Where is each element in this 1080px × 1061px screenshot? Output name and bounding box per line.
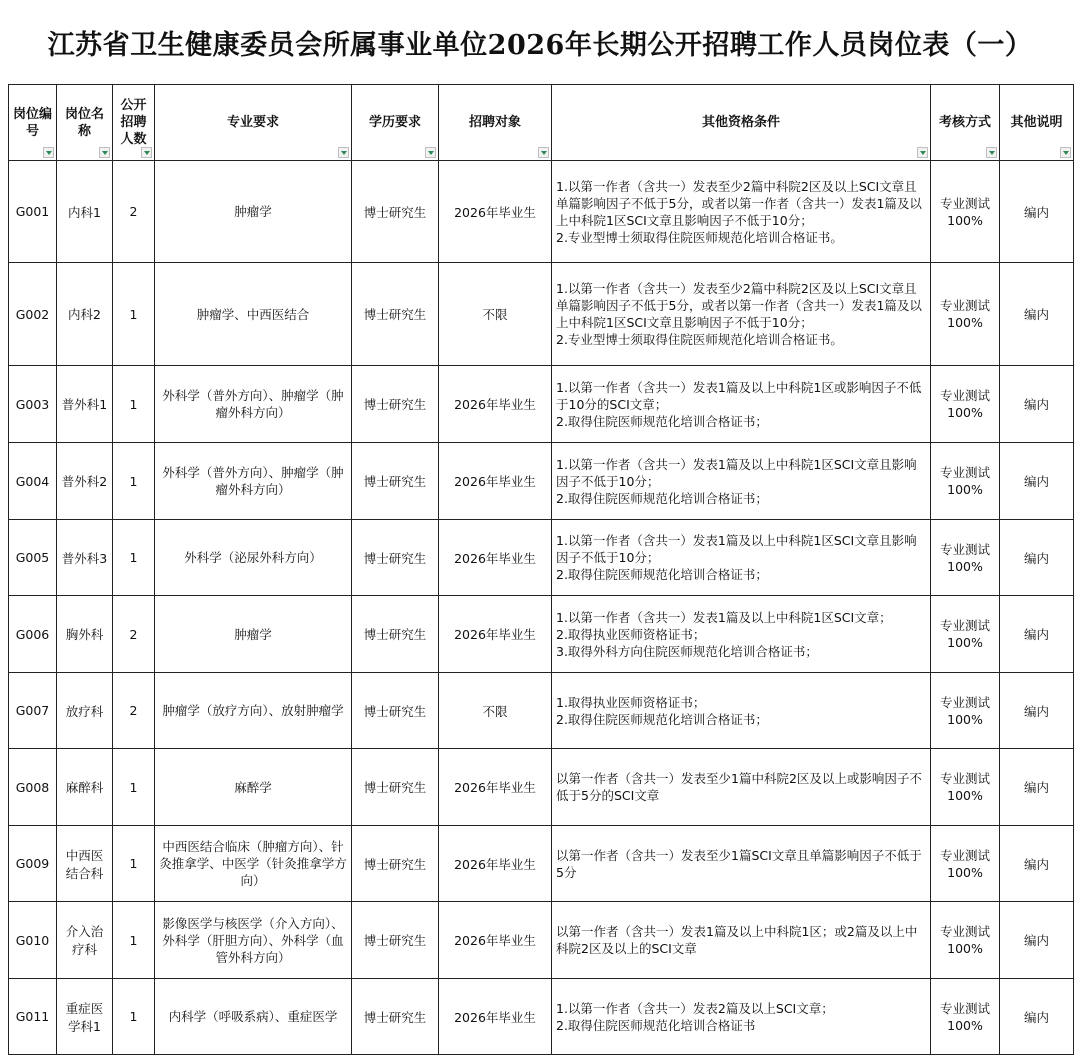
cell-major: 外科学（泌尿外科方向） <box>155 520 352 596</box>
cell-name: 普外科3 <box>57 520 113 596</box>
header-education-label: 学历要求 <box>368 115 421 130</box>
cell-name: 介入治疗科 <box>57 902 113 979</box>
exam-weight: 100% <box>947 482 983 497</box>
filter-dropdown-icon[interactable] <box>538 147 549 158</box>
header-row <box>9 85 1074 161</box>
cell-code: G004 <box>9 443 57 520</box>
header-target[interactable] <box>439 85 552 161</box>
cell-other-conditions <box>552 826 931 902</box>
cell-education: 博士研究生 <box>352 596 439 673</box>
cell-target: 2026年毕业生 <box>439 520 552 596</box>
condition-line: 2.专业型博士须取得住院医师规范化培训合格证书。 <box>556 332 843 347</box>
cell-education: 博士研究生 <box>352 902 439 979</box>
cell-major: 外科学（普外方向）、肿瘤学（肿瘤外科方向） <box>155 366 352 443</box>
cell-code: G001 <box>9 161 57 263</box>
header-count[interactable] <box>113 85 155 161</box>
cell-exam <box>931 749 1000 826</box>
condition-line: 1.以第一作者（含共一）发表1篇及以上中科院1区SCI文章且影响因子不低于10分； <box>556 533 917 565</box>
cell-count: 1 <box>113 443 155 520</box>
cell-note: 编内 <box>1000 673 1074 749</box>
cell-code: G006 <box>9 596 57 673</box>
table-row <box>9 443 1074 520</box>
exam-weight: 100% <box>947 1017 983 1033</box>
cell-education: 博士研究生 <box>352 826 439 902</box>
table-row <box>9 263 1074 366</box>
header-exam-label: 考核方式 <box>938 115 991 130</box>
filter-dropdown-icon[interactable] <box>1060 147 1071 158</box>
cell-note: 编内 <box>1000 749 1074 826</box>
cell-name: 放疗科 <box>57 673 113 749</box>
cell-count: 2 <box>113 596 155 673</box>
cell-other-conditions <box>552 520 931 596</box>
condition-line: 2.取得住院医师规范化培训合格证书 <box>556 1017 756 1033</box>
cell-note: 编内 <box>1000 902 1074 979</box>
cell-count: 1 <box>113 979 155 1055</box>
header-major[interactable] <box>155 85 352 161</box>
condition-line: 以第一作者（含共一）发表1篇及以上中科院1区；或2篇及以上中科院2区及以上的SCI文章 <box>556 924 918 956</box>
document-title: 江苏省卫生健康委员会所属事业单位2026年长期公开招聘工作人员岗位表（一） <box>47 29 1033 61</box>
header-code[interactable] <box>9 85 57 161</box>
exam-method: 专业测试 <box>939 1000 990 1016</box>
cell-major: 肿瘤学 <box>155 596 352 673</box>
cell-other-conditions <box>552 366 931 443</box>
cell-note: 编内 <box>1000 161 1074 263</box>
cell-name: 重症医学科1 <box>57 979 113 1055</box>
condition-line: 以第一作者（含共一）发表至少1篇SCI文章且单篇影响因子不低于5分 <box>556 847 922 880</box>
exam-weight: 100% <box>947 405 983 420</box>
table-row <box>9 596 1074 673</box>
header-target-label: 招聘对象 <box>468 115 521 130</box>
cell-count: 1 <box>113 366 155 443</box>
cell-education: 博士研究生 <box>352 979 439 1055</box>
exam-weight: 100% <box>947 788 983 803</box>
filter-dropdown-icon[interactable] <box>917 147 928 158</box>
cell-target: 2026年毕业生 <box>439 979 552 1055</box>
cell-exam <box>931 443 1000 520</box>
cell-code: G011 <box>9 979 57 1055</box>
exam-method: 专业测试 <box>939 465 990 480</box>
cell-code: G002 <box>9 263 57 366</box>
cell-name: 中西医结合科 <box>57 826 113 902</box>
table-row <box>9 673 1074 749</box>
header-note-label: 其他说明 <box>1010 115 1063 130</box>
cell-code: G009 <box>9 826 57 902</box>
exam-weight: 100% <box>947 941 983 956</box>
cell-other-conditions <box>552 902 931 979</box>
filter-dropdown-icon[interactable] <box>141 147 152 158</box>
cell-exam <box>931 520 1000 596</box>
cell-major: 肿瘤学、中西医结合 <box>155 263 352 366</box>
filter-dropdown-icon[interactable] <box>99 147 110 158</box>
table-row <box>9 520 1074 596</box>
cell-target: 2026年毕业生 <box>439 161 552 263</box>
cell-exam <box>931 161 1000 263</box>
cell-major: 内科学（呼吸系病）、重症医学 <box>155 979 352 1055</box>
cell-major: 肿瘤学 <box>155 161 352 263</box>
condition-line: 以第一作者（含共一）发表至少1篇中科院2区及以上或影响因子不低于5分的SCI文章 <box>556 771 922 803</box>
cell-exam <box>931 673 1000 749</box>
cell-education: 博士研究生 <box>352 673 439 749</box>
condition-line: 1.以第一作者（含共一）发表至少2篇中科院2区及以上SCI文章且单篇影响因子不低于5分，或者以第一作者（含共一）发表1篇及以上中科院1区SCI文章且影响因子不低于10分； <box>556 281 922 330</box>
exam-method: 专业测试 <box>939 541 990 557</box>
table-row <box>9 161 1074 263</box>
cell-education: 博士研究生 <box>352 443 439 520</box>
cell-target: 2026年毕业生 <box>439 749 552 826</box>
cell-count: 1 <box>113 520 155 596</box>
condition-line: 3.取得外科方向住院医师规范化培训合格证书； <box>556 643 818 659</box>
cell-other-conditions <box>552 749 931 826</box>
header-other-label: 其他资格条件 <box>701 115 780 130</box>
header-education[interactable] <box>352 85 439 161</box>
cell-code: G005 <box>9 520 57 596</box>
cell-target: 2026年毕业生 <box>439 366 552 443</box>
exam-method: 专业测试 <box>939 694 990 710</box>
cell-major: 中西医结合临床（肿瘤方向）、针灸推拿学、中医学（针灸推拿学方向） <box>155 826 352 902</box>
cell-note: 编内 <box>1000 443 1074 520</box>
cell-education: 博士研究生 <box>352 749 439 826</box>
cell-note: 编内 <box>1000 826 1074 902</box>
condition-line: 2.专业型博士须取得住院医师规范化培训合格证书。 <box>556 229 843 245</box>
exam-weight: 100% <box>947 864 983 880</box>
header-exam[interactable] <box>931 85 1000 161</box>
cell-code: G007 <box>9 673 57 749</box>
cell-exam <box>931 979 1000 1055</box>
exam-weight: 100% <box>947 315 983 330</box>
condition-line: 1.以第一作者（含共一）发表1篇及以上中科院1区SCI文章且影响因子不低于10分； <box>556 456 917 489</box>
cell-target: 不限 <box>439 673 552 749</box>
cell-major: 麻醉学 <box>155 749 352 826</box>
position-table <box>8 84 1074 1055</box>
cell-code: G003 <box>9 366 57 443</box>
cell-target: 不限 <box>439 263 552 366</box>
cell-note: 编内 <box>1000 263 1074 366</box>
filter-dropdown-icon[interactable] <box>43 147 54 158</box>
cell-target: 2026年毕业生 <box>439 443 552 520</box>
exam-method: 专业测试 <box>939 298 990 313</box>
cell-count: 2 <box>113 161 155 263</box>
table-row <box>9 902 1074 979</box>
exam-method: 专业测试 <box>939 847 990 863</box>
cell-target: 2026年毕业生 <box>439 826 552 902</box>
exam-weight: 100% <box>947 212 983 228</box>
cell-education: 博士研究生 <box>352 366 439 443</box>
cell-name: 胸外科 <box>57 596 113 673</box>
cell-exam <box>931 826 1000 902</box>
filter-dropdown-icon[interactable] <box>986 147 997 158</box>
condition-line: 2.取得住院医师规范化培训合格证书； <box>556 711 768 727</box>
cell-exam <box>931 263 1000 366</box>
header-name[interactable] <box>57 85 113 161</box>
exam-method: 专业测试 <box>939 618 990 633</box>
cell-name: 普外科1 <box>57 366 113 443</box>
exam-method: 专业测试 <box>939 388 990 403</box>
cell-note: 编内 <box>1000 520 1074 596</box>
cell-exam <box>931 902 1000 979</box>
condition-line: 2.取得住院医师规范化培训合格证书； <box>556 490 768 506</box>
cell-count: 1 <box>113 902 155 979</box>
exam-method: 专业测试 <box>939 195 990 211</box>
condition-line: 1.取得执业医师资格证书； <box>556 694 706 710</box>
cell-major: 影像医学与核医学（介入方向）、外科学（肝胆方向）、外科学（血管外科方向） <box>155 902 352 979</box>
cell-other-conditions <box>552 443 931 520</box>
header-count-label: 公开招聘人数 <box>120 98 147 147</box>
cell-education: 博士研究生 <box>352 263 439 366</box>
header-other[interactable] <box>552 85 931 161</box>
condition-line: 2.取得执业医师资格证书； <box>556 626 706 642</box>
condition-line: 2.取得住院医师规范化培训合格证书； <box>556 413 768 429</box>
cell-note: 编内 <box>1000 596 1074 673</box>
condition-line: 1.以第一作者（含共一）发表2篇及以上SCI文章； <box>556 1000 834 1016</box>
exam-weight: 100% <box>947 635 983 650</box>
cell-note: 编内 <box>1000 979 1074 1055</box>
cell-other-conditions <box>552 979 931 1055</box>
condition-line: 1.以第一作者（含共一）发表1篇及以上中科院1区或影响因子不低于10分的SCI文章； <box>556 379 922 412</box>
cell-education: 博士研究生 <box>352 520 439 596</box>
cell-education: 博士研究生 <box>352 161 439 263</box>
cell-target: 2026年毕业生 <box>439 596 552 673</box>
cell-note: 编内 <box>1000 366 1074 443</box>
condition-line: 1.以第一作者（含共一）发表1篇及以上中科院1区SCI文章； <box>556 609 892 625</box>
cell-name: 麻醉科 <box>57 749 113 826</box>
cell-name: 内科1 <box>57 161 113 263</box>
header-major-label: 专业要求 <box>226 115 279 130</box>
exam-weight: 100% <box>947 558 983 574</box>
cell-count: 1 <box>113 263 155 366</box>
table-row <box>9 366 1074 443</box>
cell-other-conditions <box>552 263 931 366</box>
condition-line: 1.以第一作者（含共一）发表至少2篇中科院2区及以上SCI文章且单篇影响因子不低于5分，或者以第一作者（含共一）发表1篇及以上中科院1区SCI文章且影响因子不低于10分； <box>556 178 922 228</box>
exam-method: 专业测试 <box>939 771 990 786</box>
cell-name: 内科2 <box>57 263 113 366</box>
cell-code: G010 <box>9 902 57 979</box>
table-row <box>9 826 1074 902</box>
exam-method: 专业测试 <box>939 924 990 939</box>
condition-line: 2.取得住院医师规范化培训合格证书； <box>556 567 768 582</box>
header-note[interactable] <box>1000 85 1074 161</box>
cell-exam <box>931 596 1000 673</box>
cell-count: 1 <box>113 749 155 826</box>
cell-major: 外科学（普外方向）、肿瘤学（肿瘤外科方向） <box>155 443 352 520</box>
table-row <box>9 979 1074 1055</box>
cell-major: 肿瘤学（放疗方向）、放射肿瘤学 <box>155 673 352 749</box>
cell-exam <box>931 366 1000 443</box>
cell-target: 2026年毕业生 <box>439 902 552 979</box>
exam-weight: 100% <box>947 711 983 727</box>
cell-name: 普外科2 <box>57 443 113 520</box>
header-code-label: 岗位编号 <box>13 106 53 139</box>
cell-other-conditions <box>552 596 931 673</box>
cell-count: 2 <box>113 673 155 749</box>
filter-dropdown-icon[interactable] <box>425 147 436 158</box>
table-row <box>9 749 1074 826</box>
cell-count: 1 <box>113 826 155 902</box>
cell-other-conditions <box>552 673 931 749</box>
cell-code: G008 <box>9 749 57 826</box>
header-name-label: 岗位名称 <box>64 106 104 139</box>
filter-dropdown-icon[interactable] <box>338 147 349 158</box>
cell-other-conditions <box>552 161 931 263</box>
